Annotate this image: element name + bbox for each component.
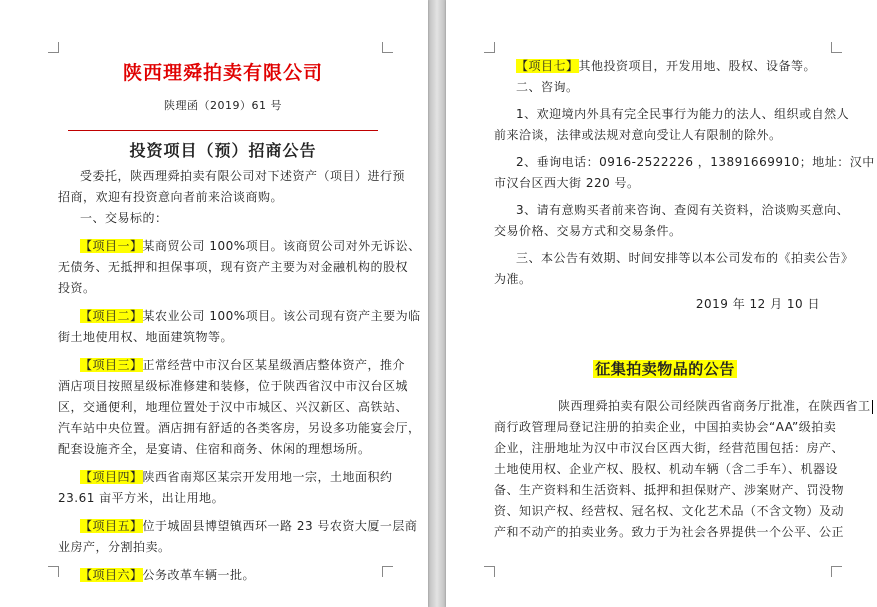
item-text: 陕西省南郑区某宗开发用地一宗，土地面积约 — [142, 470, 393, 484]
consult-line: 市汉台区西大街 220 号。 — [494, 176, 640, 190]
item-6 — [58, 565, 388, 586]
item-tag: 【项目二】 — [80, 309, 143, 323]
text-cursor[interactable] — [872, 400, 873, 414]
page1-content — [58, 58, 421, 586]
section-text: 为准。 — [494, 272, 532, 286]
body-line: 企业，注册地址为汉中市汉台区西大街，经营范围包括：房产、 — [494, 441, 845, 455]
item-text: 其他投资项目，开发用地、股权、设备等。 — [578, 59, 817, 73]
item-tag: 【项目七】 — [516, 59, 579, 73]
section-heading: 一、交易标的： — [80, 211, 168, 225]
intro-line: 受委托，陕西理舜拍卖有限公司对下述资产（项目）进行预 — [80, 169, 406, 183]
item-2 — [58, 306, 421, 348]
item-text: 无债务、无抵押和担保事项，现有资产主要为对金融机构的股权 — [58, 260, 409, 274]
consult-line: 3、请有意购买者前来咨询、查阅有关资料，洽谈购买意向、 — [516, 203, 850, 217]
second-notice-title: 征集拍卖物品的公告 — [595, 360, 735, 378]
item-4 — [58, 467, 393, 509]
crop-mark — [48, 42, 59, 53]
item-5 — [58, 516, 418, 558]
body-line: 资、知识产权、经营权、冠名权、文化艺术品（不含文物）及动 — [494, 504, 845, 518]
consult-line: 前来洽谈，法律或法规对意向受让人有限制的除外。 — [494, 128, 782, 142]
item-text: 正常经营中市汉台区某星级酒店整体资产，推介 — [142, 358, 406, 372]
body-line: 土地使用权、企业产权、股权、机动车辆（含二手车）、机器设 — [494, 462, 839, 476]
company-name: 陕西理舜拍卖有限公司 — [122, 62, 323, 84]
page-gutter — [428, 0, 446, 607]
item-text: 23.61 亩平方米，出让用地。 — [58, 491, 225, 505]
notice-date: 2019 年 12 月 10 日 — [695, 297, 820, 311]
body-line: 备、生产资料和生活资料、抵押和担保财产、涉案财产、罚没物 — [494, 483, 845, 497]
item-text: 街土地使用权、地面建筑物等。 — [58, 330, 234, 344]
crop-mark — [382, 42, 393, 53]
item-text: 配套设施齐全，是宴请、住宿和商务、休闲的理想场所。 — [58, 442, 371, 456]
section-heading: 三、本公告有效期、时间安排等以本公司发布的《拍卖公告》 — [516, 251, 854, 265]
intro-line: 招商，欢迎有投资意向者前来洽谈商购。 — [58, 190, 284, 204]
consult-line: 交易价格、交易方式和交易条件。 — [494, 224, 682, 238]
crop-mark — [484, 566, 495, 577]
item-text: 投资。 — [58, 281, 96, 295]
consult-line: 2、垂询电话：0916-2522226 ，13891669910；地址：汉中 — [516, 155, 875, 169]
item-tag: 【项目四】 — [80, 470, 143, 484]
item-text: 汽车站中央位置。酒店拥有舒适的各类客房，另设多功能宴会厅， — [58, 421, 421, 435]
body-line: 陕西理舜拍卖有限公司经陕西省商务厅批准，在陕西省工 — [558, 399, 871, 413]
item-tag: 【项目三】 — [80, 358, 143, 372]
item-text: 某商贸公司 100%项目。该商贸公司对外无诉讼、 — [142, 239, 421, 253]
item-tag: 【项目一】 — [80, 239, 143, 253]
consult-line: 1、欢迎境内外具有完全民事行为能力的法人、组织或自然人 — [516, 107, 850, 121]
item-text: 某农业公司 100%项目。该公司现有资产主要为临 — [142, 309, 421, 323]
body-line: 商行政管理局登记注册的拍卖企业，中国拍卖协会“AA”级拍卖 — [494, 420, 837, 434]
document-page-1 — [0, 0, 428, 607]
crop-mark — [831, 566, 842, 577]
crop-mark — [484, 42, 495, 53]
document-number: 陕理函（2019）61 号 — [164, 99, 282, 112]
item-text: 业房产，分割拍卖。 — [58, 540, 171, 554]
item-tag: 【项目六】 — [80, 568, 143, 582]
item-text: 位于城固县博望镇西环一路 23 号农资大厦一层商 — [142, 519, 418, 533]
page2-content — [494, 56, 875, 543]
item-text: 区，交通便利，地理位置处于汉中市城区、兴汉新区、高铁站、 — [58, 400, 409, 414]
document-page-2 — [446, 0, 877, 607]
section-heading: 二、咨询。 — [516, 80, 579, 94]
item-3 — [58, 355, 421, 460]
item-text: 酒店项目按照星级标准修建和装修，位于陕西省汉中市汉台区城 — [58, 379, 409, 393]
item-text: 公务改革车辆一批。 — [142, 568, 256, 582]
red-divider — [68, 130, 378, 131]
document-title: 投资项目（预）招商公告 — [129, 141, 317, 160]
item-tag: 【项目五】 — [80, 519, 143, 533]
item-1 — [58, 236, 421, 299]
crop-mark — [831, 42, 842, 53]
body-line: 产和不动产的拍卖业务。致力于为社会各界提供一个公平、公正 — [494, 525, 845, 539]
